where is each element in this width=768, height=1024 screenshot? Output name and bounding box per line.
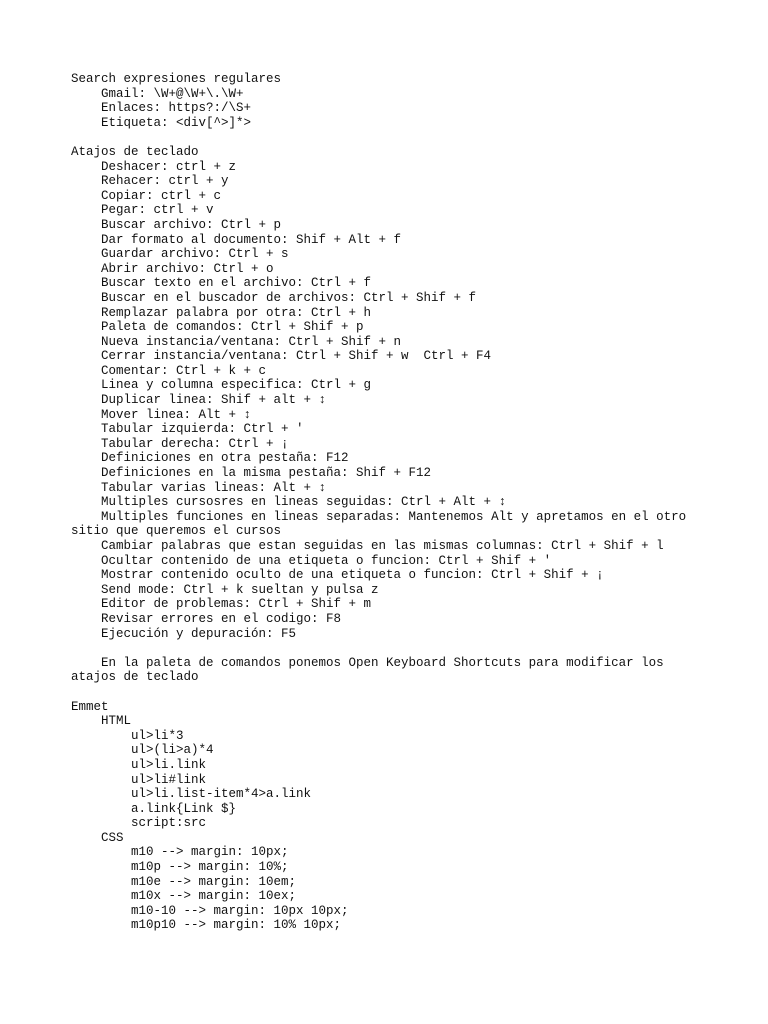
shortcuts-section-title: Atajos de teclado xyxy=(71,144,199,159)
emmet-html-title: HTML xyxy=(101,714,132,729)
document-page xyxy=(71,72,701,933)
shortcut-item: Paleta de comandos: Ctrl + Shif + p xyxy=(101,320,364,335)
emmet-css-item: m10p10 --> margin: 10% 10px; xyxy=(131,918,342,933)
shortcut-item: Multiples cursosres en lineas seguidas: Ctrl + Alt + ↕ xyxy=(101,495,507,510)
shortcut-item: Dar formato al documento: Shif + Alt + f xyxy=(101,232,402,247)
shortcut-item: Linea y columna especifica: Ctrl + g xyxy=(101,378,372,393)
shortcut-item: Mover linea: Alt + ↕ xyxy=(101,407,252,422)
shortcut-item: Buscar en el buscador de archivos: Ctrl + Shif + f xyxy=(101,290,477,305)
blank-line xyxy=(71,685,701,700)
shortcut-item: Revisar errores en el codigo: F8 xyxy=(101,611,342,626)
shortcut-item: Cambiar palabras que estan seguidas en las mismas columnas: Ctrl + Shif + l xyxy=(101,539,664,553)
shortcut-item: Buscar texto en el archivo: Ctrl + f xyxy=(101,276,372,291)
regex-item-gmail: Gmail: \W+@\W+\.\W+ xyxy=(101,86,244,101)
emmet-css-item: m10-10 --> margin: 10px 10px; xyxy=(131,903,349,918)
emmet-css-item: m10p --> margin: 10%; xyxy=(131,860,289,875)
emmet-html-item: a.link{Link $} xyxy=(131,801,237,816)
shortcut-item: Editor de problemas: Ctrl + Shif + m xyxy=(101,597,372,612)
shortcut-item: Remplazar palabra por otra: Ctrl + h xyxy=(101,305,372,320)
shortcut-item: Tabular derecha: Ctrl + ¡ xyxy=(101,436,289,451)
shortcut-item: Cerrar instancia/ventana: Ctrl + Shif + w Ctrl + F4 xyxy=(101,349,492,364)
shortcut-item: Pegar: ctrl + v xyxy=(101,203,214,218)
emmet-css-title: CSS xyxy=(101,830,124,845)
blank-line xyxy=(71,641,701,656)
shortcut-item: Buscar archivo: Ctrl + p xyxy=(101,217,282,232)
emmet-css-item: m10x --> margin: 10ex; xyxy=(131,889,297,904)
shortcut-item: Nueva instancia/ventana: Ctrl + Shif + n xyxy=(101,334,402,349)
emmet-css-item: m10 --> margin: 10px; xyxy=(131,845,289,860)
regex-item-etiqueta: Etiqueta: <div[^>]*> xyxy=(101,115,252,130)
shortcut-item: Abrir archivo: Ctrl + o xyxy=(101,261,274,276)
emmet-html-item: ul>li#link xyxy=(131,772,207,787)
shortcut-item-wrapped: Multiples funciones en lineas separadas: Mantenemos Alt y apretamos en el otro sitio que queremos el cursos xyxy=(71,509,694,539)
shortcut-item: Tabular varias lineas: Alt + ↕ xyxy=(101,480,327,495)
shortcut-item: Mostrar contenido oculto de una etiqueta o funcion: Ctrl + Shif + ¡ xyxy=(101,568,604,583)
shortcut-item: Definiciones en otra pestaña: F12 xyxy=(101,451,349,466)
shortcut-item: Rehacer: ctrl + y xyxy=(101,174,229,189)
emmet-html-item: script:src xyxy=(131,816,207,831)
regex-section-title: Search expresiones regulares xyxy=(71,72,282,86)
shortcut-item: Send mode: Ctrl + k sueltan y pulsa z xyxy=(101,582,379,597)
shortcut-item: Definiciones en la misma pestaña: Shif + F12 xyxy=(101,466,432,481)
shortcut-item: Copiar: ctrl + c xyxy=(101,188,222,203)
emmet-html-item: ul>li.list-item*4>a.link xyxy=(131,787,312,802)
blank-line xyxy=(71,130,701,145)
shortcut-item: Tabular izquierda: Ctrl + ' xyxy=(101,422,304,437)
regex-item-enlaces: Enlaces: https?:/\S+ xyxy=(101,101,252,116)
shortcut-item: Duplicar linea: Shif + alt + ↕ xyxy=(101,393,327,408)
emmet-css-item: m10e --> margin: 10em; xyxy=(131,874,297,889)
emmet-html-item: ul>li*3 xyxy=(131,728,184,743)
emmet-section-title: Emmet xyxy=(71,699,109,714)
shortcut-item: Ejecución y depuración: F5 xyxy=(101,626,297,641)
shortcut-item: Deshacer: ctrl + z xyxy=(101,159,237,174)
emmet-html-item: ul>li.link xyxy=(131,757,207,772)
shortcut-item: Comentar: Ctrl + k + c xyxy=(101,363,267,378)
emmet-html-item: ul>(li>a)*4 xyxy=(131,743,214,758)
shortcuts-note: En la paleta de comandos ponemos Open Keyboard Shortcuts para modificar los atajos de teclado xyxy=(71,655,672,685)
shortcut-item: Ocultar contenido de una etiqueta o funcion: Ctrl + Shif + ' xyxy=(101,553,552,568)
shortcut-item: Guardar archivo: Ctrl + s xyxy=(101,247,289,262)
